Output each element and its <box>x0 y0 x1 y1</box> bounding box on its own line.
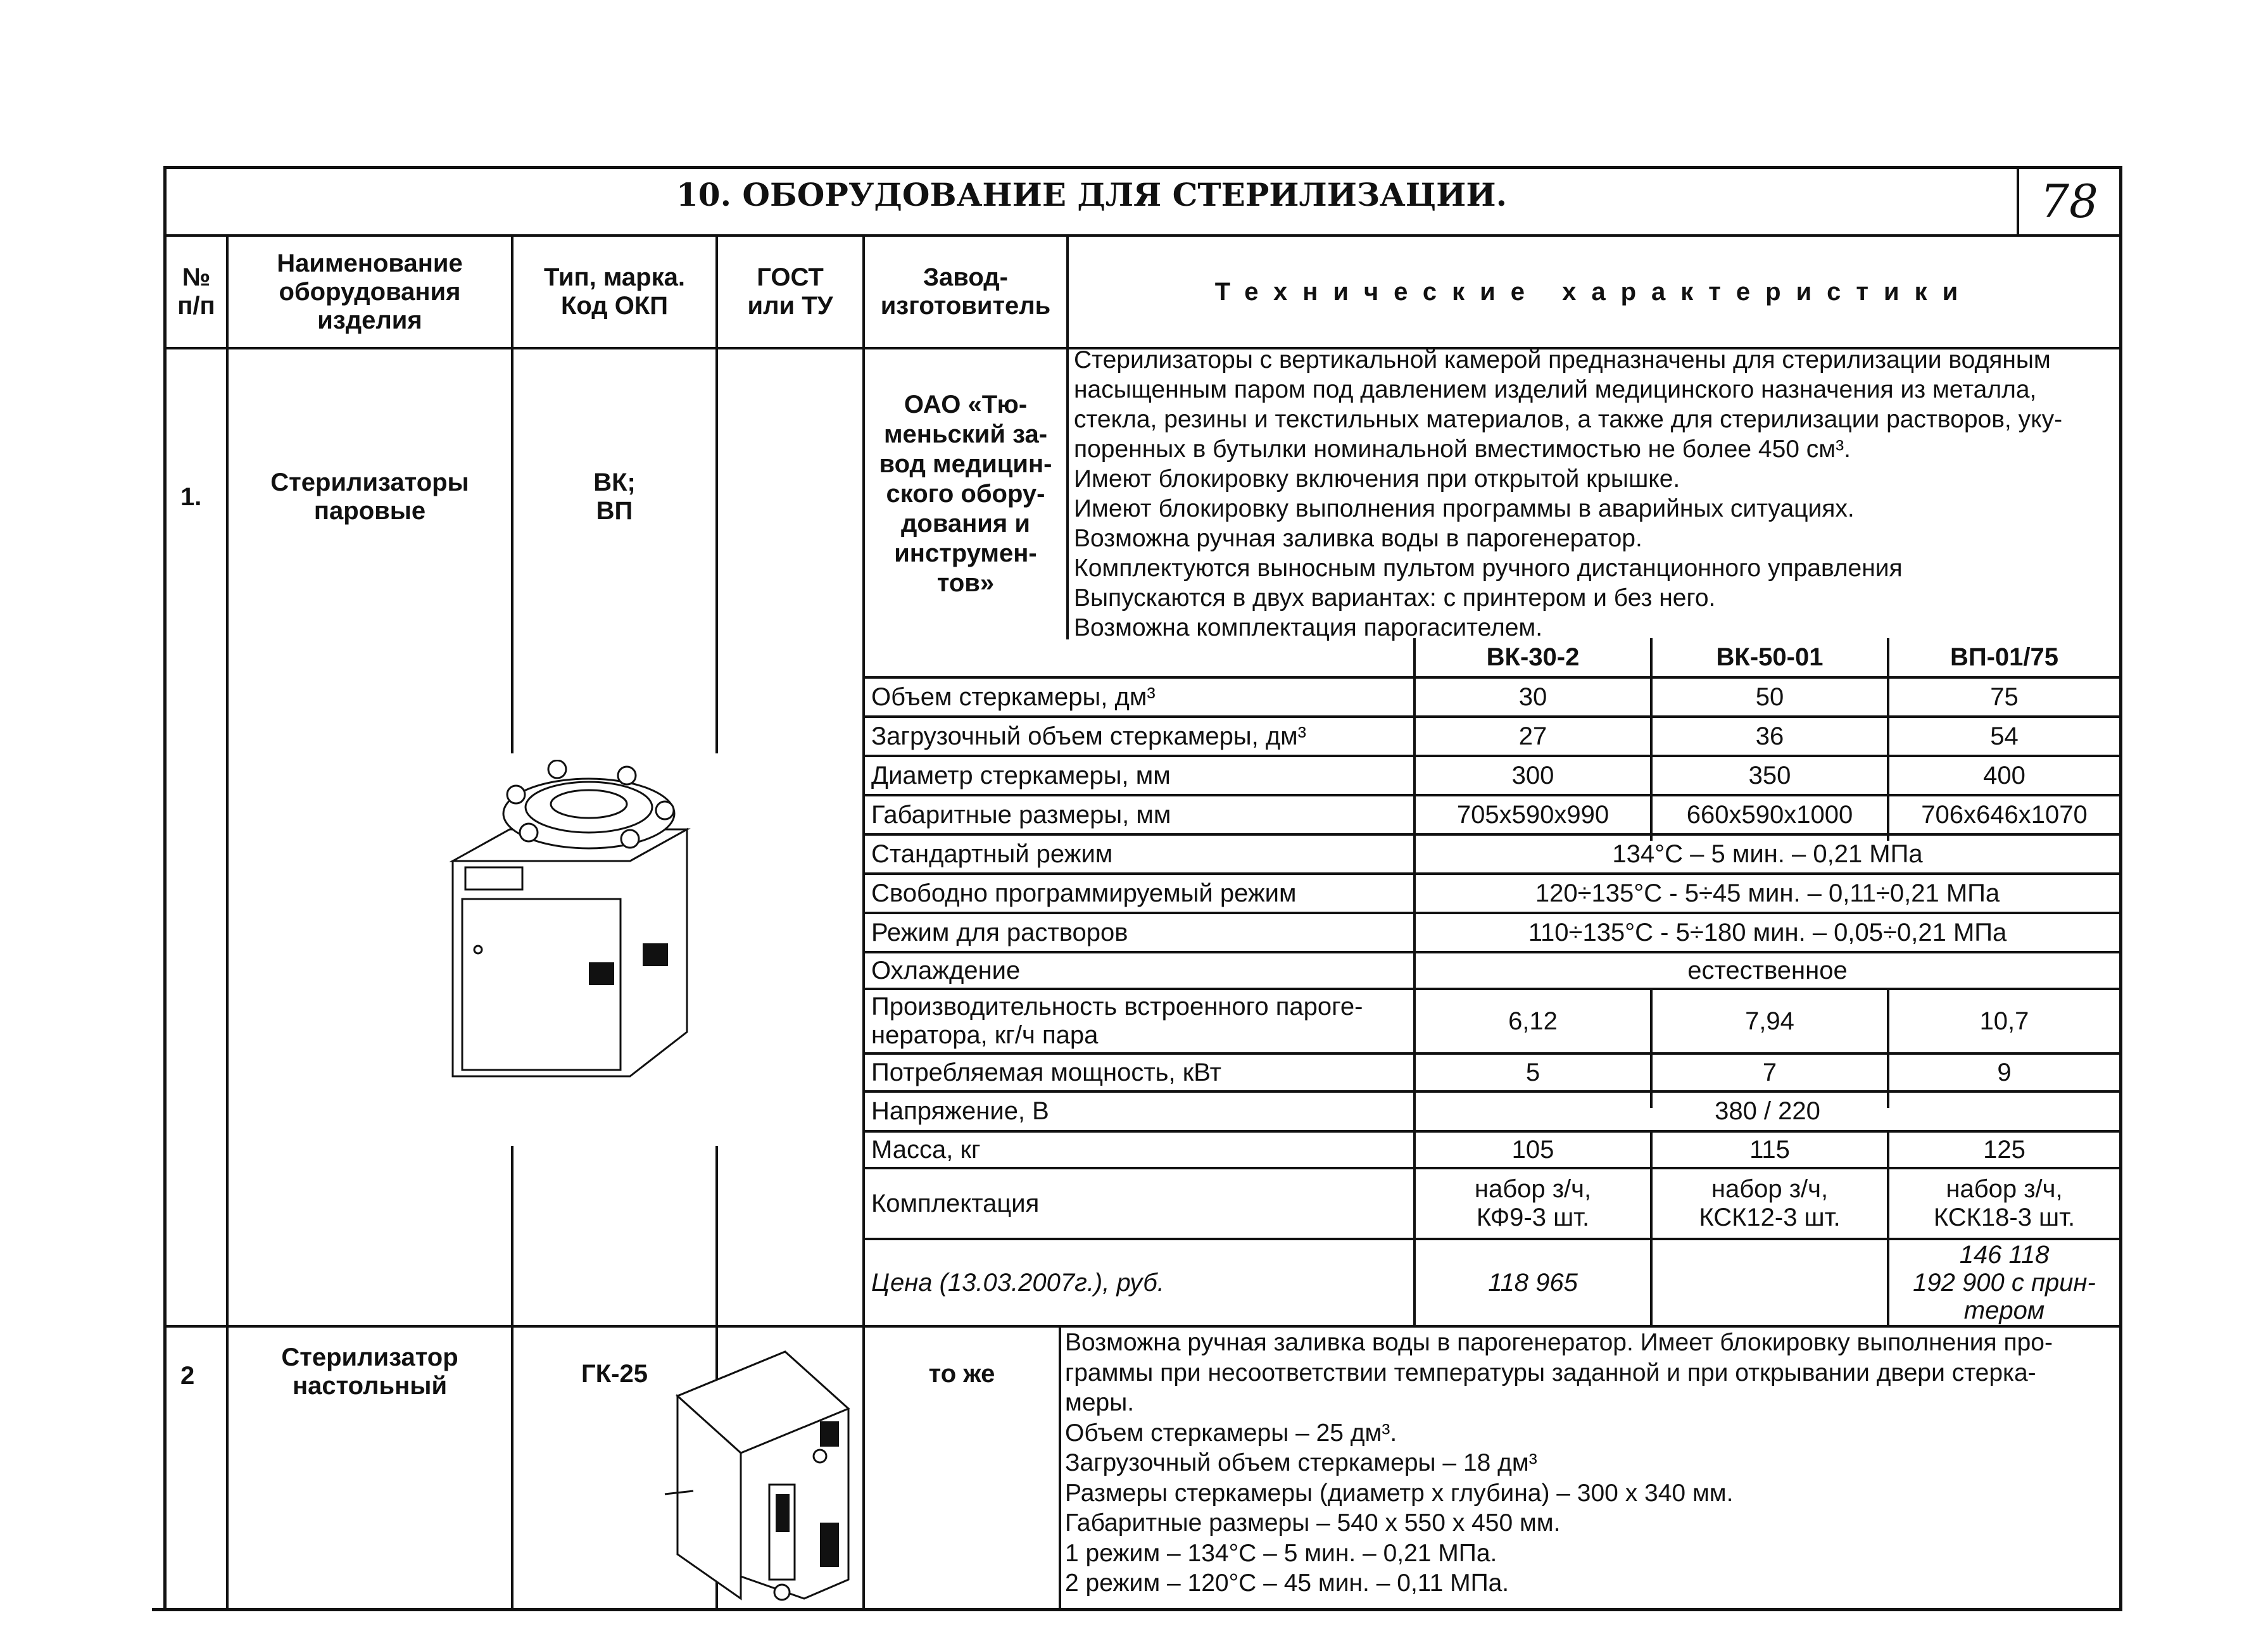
spec-label: Свободно программируемый режим <box>871 879 1297 907</box>
item2-type: ГК-25 <box>581 1359 648 1388</box>
model-header-3: ВП-01/75 <box>1950 643 2059 671</box>
item1-maker: ОАО «Тю- меньский за- вод медицин- ского обору- дования и инструмен- тов» <box>879 390 1052 597</box>
header-specs: Технические характеристики <box>1214 277 1974 306</box>
item1-description: Стерилизаторы с вертикальной камерой предназначены для стерилизации водяным насыщенным паром под давлением изделий медицинского назначения из металла, стекла, резины и текстильных материалов, а также для стерилизации растворов, уку- поренных в бутылки номинальной вместимостью не более 450 см³. Имеют блокировку включения при открытой крышке. Имеют блокировку выполнения программы в аварийных ситуациях. Возможна ручная заливка воды в парогенератор. Комплектуются выносным пультом ручного дистанционного управления Выпускаются в двух вариантах: с принтером и без него. Возможна комплектация парогасителем. <box>1074 346 2063 641</box>
spec-merged-value: 120÷135°С - 5÷45 мин. – 0,11÷0,21 МПа <box>1535 879 2000 907</box>
model-header-1: ВК-30-2 <box>1486 643 1580 671</box>
spec-merged-value: 110÷135°С - 5÷180 мин. – 0,05÷0,21 МПа <box>1528 918 2007 946</box>
spec-merged-value: естественное <box>1687 956 1848 984</box>
price-value <box>1653 1240 1887 1325</box>
spec-value: 6,12 <box>1508 1007 1558 1035</box>
spec-value: 400 <box>1983 761 2025 789</box>
spec-value: 50 <box>1755 682 1784 711</box>
vertical-sterilizer-icon <box>440 760 706 1102</box>
spec-merged-value: 134°С – 5 мин. – 0,21 МПа <box>1612 839 1923 868</box>
spec-value: 706x646x1070 <box>1921 800 2088 829</box>
item2-description: Возможна ручная заливка воды в парогенератор. Имеет блокировку выполнения про- граммы при несоответствии температуры заданной и при открывании двери стерка- меры. Объем стеркамеры – 25 дм³. Загрузочный объем стеркамеры – 18 дм³ Размеры стеркамеры (диаметр х глубина) – 300 х 340 мм. Габаритные размеры – 540 х 550 х 450 мм. 1 режим – 134°С – 5 мин. – 0,21 МПа. 2 режим – 120°С – 45 мин. – 0,11 МПа. <box>1065 1329 2053 1597</box>
spec-label: Стандартный режим <box>871 839 1113 868</box>
spec-value: 105 <box>1511 1135 1554 1164</box>
spec-value: набор з/ч, КФ9-3 шт. <box>1474 1175 1592 1231</box>
header-type: Тип, марка. Код ОКП <box>543 263 685 320</box>
item2-name: Стерилизатор настольный <box>281 1343 458 1400</box>
tabletop-sterilizer-icon <box>658 1339 861 1605</box>
header-maker: Завод- изготовитель <box>880 263 1051 320</box>
spec-merged-value: 380 / 220 <box>1715 1097 1820 1125</box>
spec-value: 350 <box>1748 761 1791 789</box>
item1-name: Стерилизаторы паровые <box>270 468 469 525</box>
spec-value: 660x590x1000 <box>1686 800 1853 829</box>
spec-value: 54 <box>1990 722 2019 750</box>
spec-label: Режим для растворов <box>871 918 1128 946</box>
header-number: № п/п <box>177 263 215 320</box>
spec-label: Загрузочный объем стеркамеры, дм³ <box>871 722 1306 750</box>
spec-value: 7 <box>1762 1058 1777 1086</box>
spec-value: 75 <box>1990 682 2019 711</box>
spec-value: 30 <box>1518 682 1547 711</box>
spec-value: 115 <box>1749 1135 1790 1164</box>
model-header-2: ВК-50-01 <box>1716 643 1824 671</box>
spec-label: Потребляемая мощность, кВт <box>871 1058 1221 1086</box>
header-name: Наименование оборудования изделия <box>277 249 463 334</box>
item2-number: 2 <box>180 1362 195 1390</box>
spec-value: 5 <box>1525 1058 1540 1086</box>
spec-label: Напряжение, В <box>871 1097 1049 1125</box>
spec-value: 705x590x990 <box>1456 800 1610 829</box>
page-number: 78 <box>2040 175 2098 228</box>
spec-label: Комплектация <box>871 1189 1040 1217</box>
spec-value: 9 <box>1997 1058 2012 1086</box>
item1-number: 1. <box>180 483 202 511</box>
item1-type: ВК; ВП <box>593 468 636 525</box>
spec-value: 125 <box>1983 1135 2025 1164</box>
spec-value: 300 <box>1511 761 1554 789</box>
spec-label: Диаметр стеркамеры, мм <box>871 761 1171 789</box>
page-title: 10. ОБОРУДОВАНИЕ ДЛЯ СТЕРИЛИЗАЦИИ. <box>676 176 1507 213</box>
spec-label: Охлаждение <box>871 956 1021 984</box>
spec-label: Масса, кг <box>871 1135 981 1164</box>
spec-value: 27 <box>1518 722 1547 750</box>
item2-maker: то же <box>928 1359 995 1388</box>
spec-value: набор з/ч, КСК12-3 шт. <box>1699 1175 1841 1231</box>
spec-label: Производительность встроенного пароге- нератора, кг/ч пара <box>871 993 1363 1049</box>
price-value: 146 118 192 900 с прин- тером <box>1913 1241 2096 1324</box>
price-label: Цена (13.03.2007г.), руб. <box>871 1268 1164 1297</box>
spec-value: набор з/ч, КСК18-3 шт. <box>1933 1175 2076 1231</box>
spec-label: Габаритные размеры, мм <box>871 800 1171 829</box>
spec-value: 10,7 <box>1979 1007 2029 1035</box>
spec-value: 36 <box>1755 722 1784 750</box>
spec-label: Объем стеркамеры, дм³ <box>871 682 1156 711</box>
header-gost: ГОСТ или ТУ <box>747 263 833 320</box>
spec-value: 7,94 <box>1745 1007 1794 1035</box>
price-value: 118 965 <box>1488 1268 1578 1297</box>
